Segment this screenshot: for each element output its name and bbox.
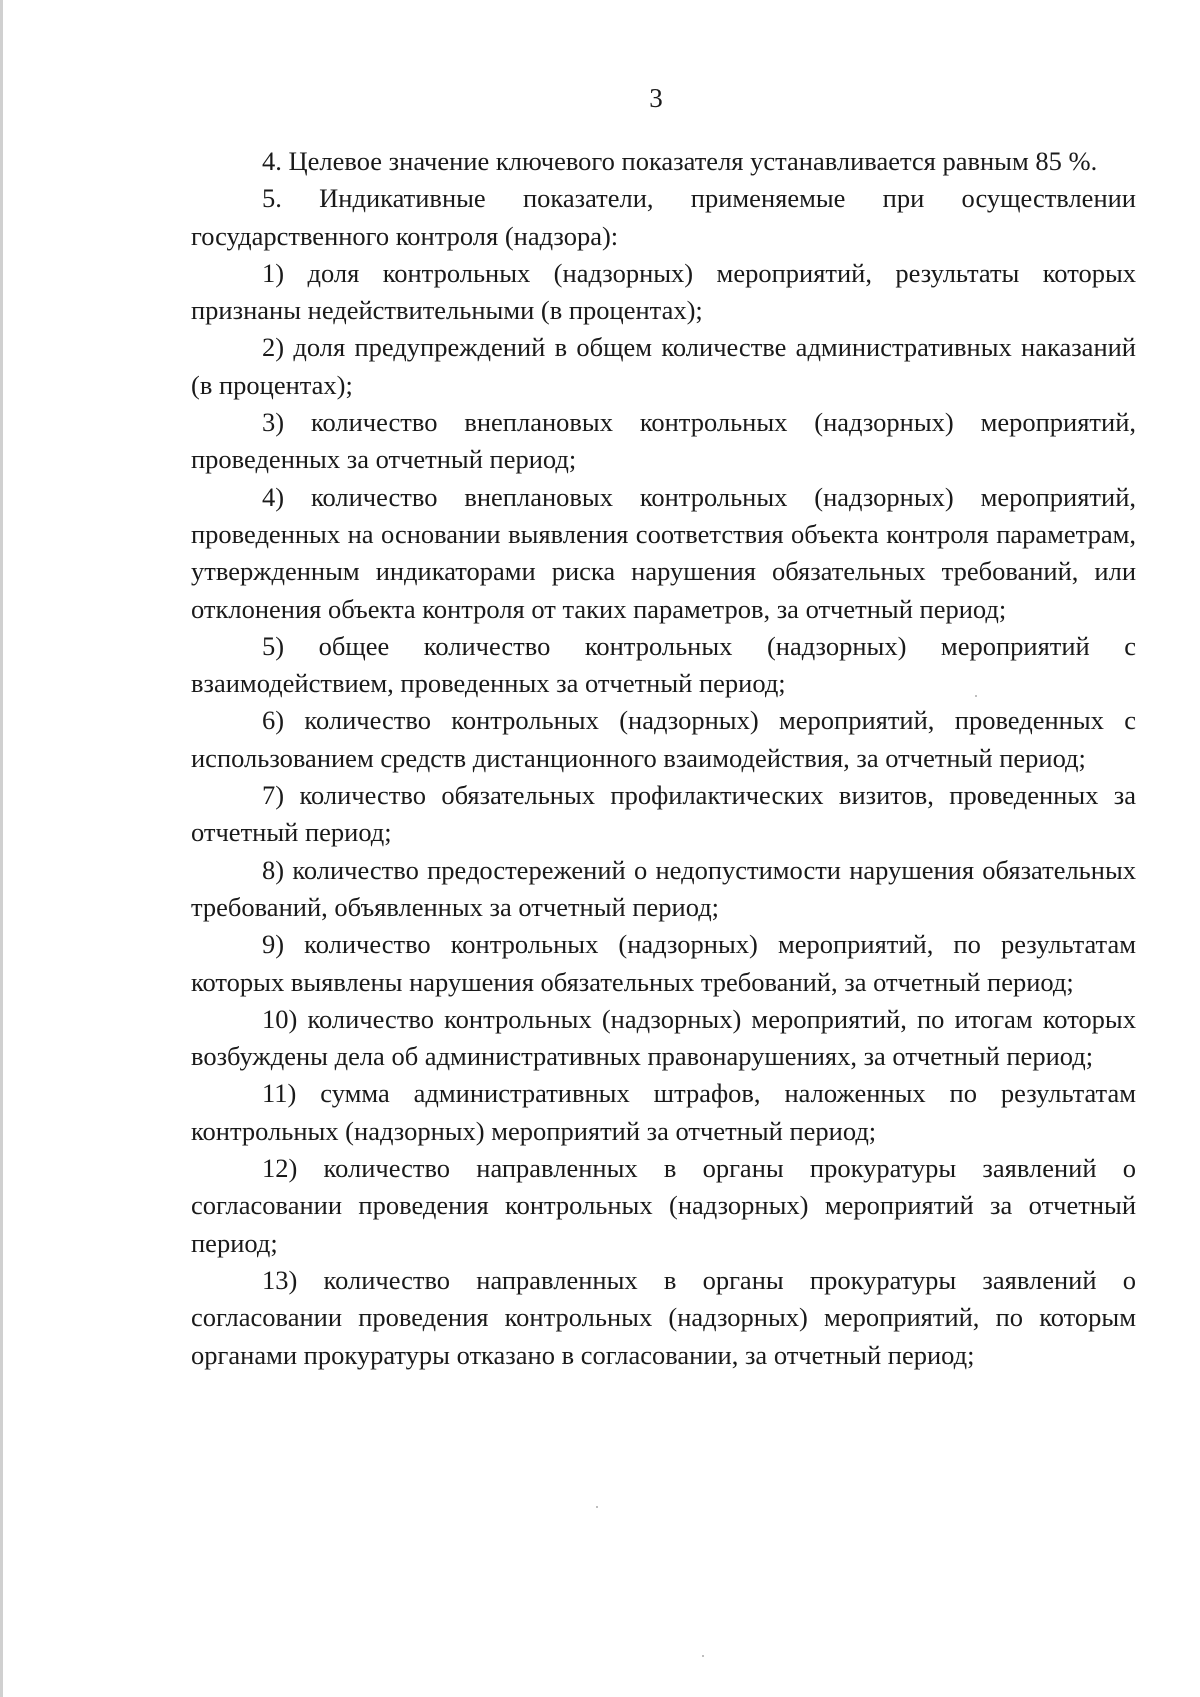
scan-speck	[702, 1655, 704, 1657]
list-item-7: 7) количество обязательных профилактических визитов, проведенных за отчетный период;	[191, 780, 1136, 848]
paragraph-key-indicator-target: 4. Целевое значение ключевого показателя устанавливается равным 85 %.	[262, 146, 1098, 176]
list-item-5: 5) общее количество контрольных (надзорных) мероприятий с взаимодействием, проведенных за отчетный период;	[191, 630, 1136, 699]
list-item-11: 11) сумма административных штрафов, наложенных по результатам контрольных (надзорных) мероприятий за отчетный период;	[191, 1078, 1136, 1146]
list-item-3: 3) количество внеплановых контрольных (надзорных) мероприятий, проведенных за отчетный период;	[191, 407, 1136, 475]
scan-speck	[596, 1506, 598, 1508]
list-item-13: 13) количество направленных в органы прокуратуры заявлений о согласовании проведения контрольных (надзорных) мероприятий, по которым органами прокуратуры отказано в согласовании, за отчетный период;	[191, 1264, 1136, 1370]
list-item-1: 1) доля контрольных (надзорных) мероприятий, результаты которых признаны недействительными (в процентах);	[191, 257, 1136, 326]
page-number: 3	[649, 83, 663, 113]
list-item-8: 8) количество предостережений о недопустимости нарушения обязательных требований, объявленных за отчетный период;	[191, 854, 1136, 922]
list-item-9: 9) количество контрольных (надзорных) мероприятий, по результатам которых выявлены нарушения обязательных требований, за отчетный период;	[191, 929, 1136, 997]
list-item-2: 2) доля предупреждений в общем количестве административных наказаний (в процентах);	[191, 332, 1136, 400]
paragraph-indicative-indicators-heading: 5. Индикативные показатели, применяемые при осуществлении государственного контроля (надзора):	[191, 183, 1136, 251]
list-item-12: 12) количество направленных в органы прокуратуры заявлений о согласовании проведения контрольных (надзорных) мероприятий за отчетный период;	[191, 1153, 1136, 1258]
list-item-4: 4) количество внеплановых контрольных (надзорных) мероприятий, проведенных на основании выявления соответствия объекта контроля параметрам, утвержденным индикаторами риска нарушения обязательных требований, или отклонения объекта контроля от таких параметров, за отчетный период;	[191, 481, 1136, 624]
scan-left-edge	[0, 0, 3, 1697]
scan-speck	[975, 695, 977, 697]
document-body	[191, 143, 1136, 1374]
list-item-6: 6) количество контрольных (надзорных) мероприятий, проведенных с использованием средств дистанционного взаимодействия, за отчетный период;	[191, 705, 1136, 773]
list-item-10: 10) количество контрольных (надзорных) мероприятий, по итогам которых возбуждены дела об административных правонарушениях, за отчетный период;	[191, 1003, 1136, 1072]
